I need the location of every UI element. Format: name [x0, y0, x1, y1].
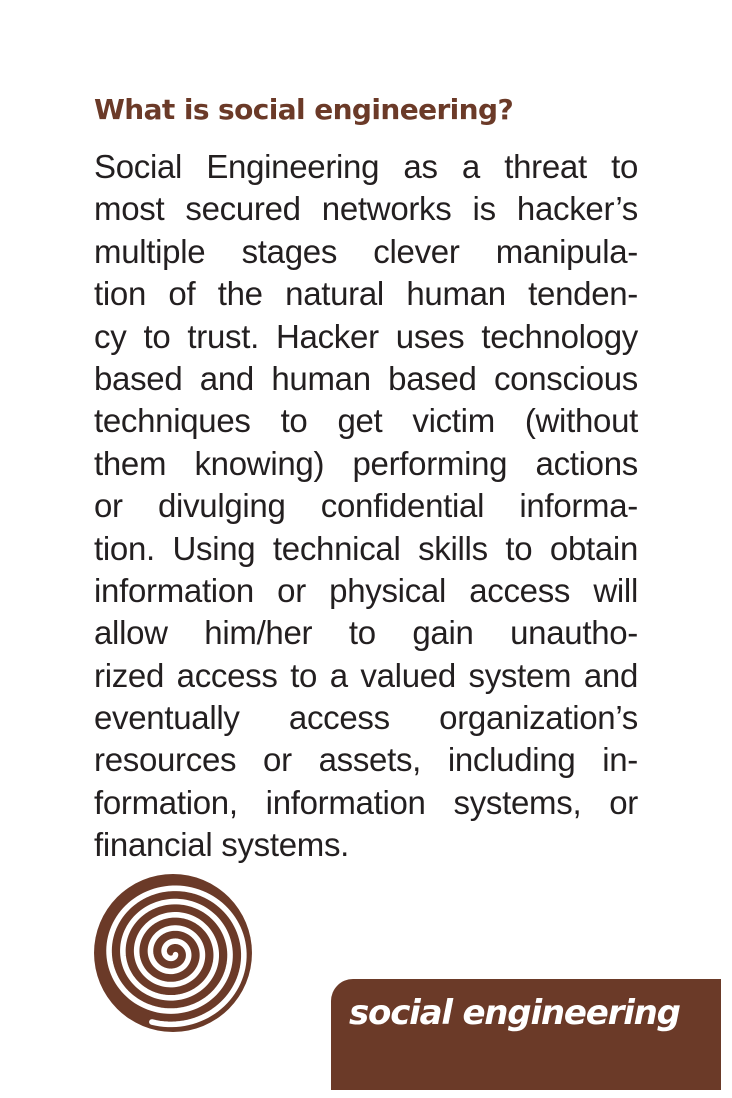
- paragraph-line: multiple stages clever manipula-: [94, 232, 638, 270]
- paragraph-line: allow him/her to gain unautho-: [94, 614, 638, 652]
- paragraph-line: eventually access organization’s: [94, 699, 638, 737]
- spiral-icon: [92, 872, 254, 1034]
- paragraph-line: rized access to a valued system and: [94, 656, 638, 694]
- paragraph-line: most secured networks is hacker’s: [94, 190, 638, 228]
- paragraph-line: or divulging confidential informa-: [94, 487, 638, 525]
- paragraph-line: tion of the natural human tenden-: [94, 275, 638, 313]
- paragraph-line: techniques to get victim (without: [94, 402, 638, 440]
- paragraph-line: information or physical access will: [94, 571, 638, 609]
- paragraph-line: tion. Using technical skills to obtain: [94, 529, 638, 567]
- page-title: What is social engineering?: [94, 93, 514, 126]
- paragraph-line: financial systems.: [94, 826, 350, 864]
- paragraph-line: Social Engineering as a threat to: [94, 148, 638, 185]
- topic-label: social engineering: [349, 993, 680, 1033]
- paragraph-line: resources or assets, including in-: [94, 741, 638, 779]
- paragraph-line: cy to trust. Hacker uses technology: [94, 317, 638, 355]
- paragraph-line: them knowing) performing actions: [94, 444, 638, 482]
- paragraph-line: formation, information systems, or: [94, 783, 638, 821]
- topic-label-box: [331, 979, 721, 1090]
- body-paragraph: [94, 146, 638, 867]
- paragraph-line: based and human based conscious: [94, 359, 638, 397]
